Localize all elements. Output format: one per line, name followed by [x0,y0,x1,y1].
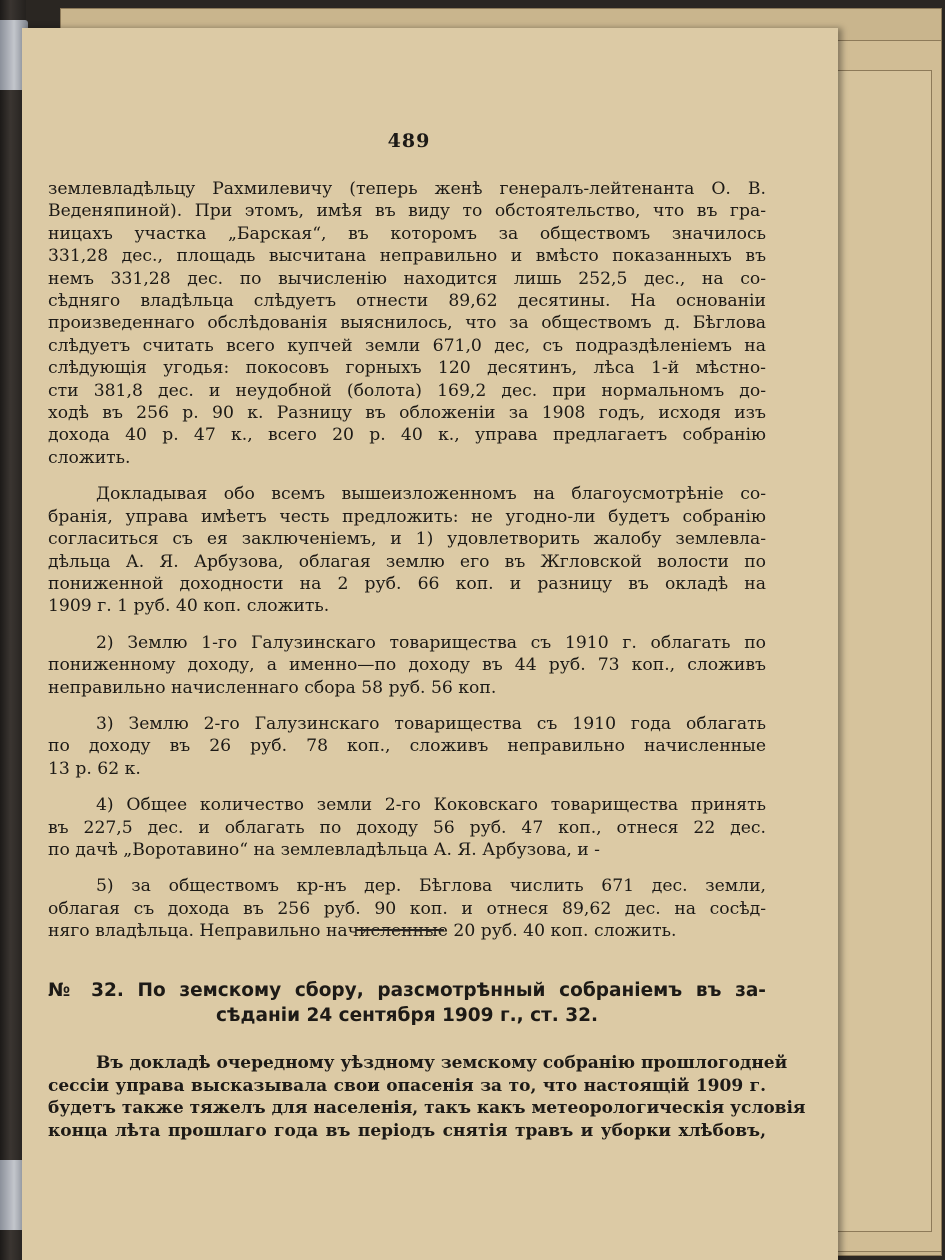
text-line: Веденяпиной). При этомъ, имѣя въ виду то обстоятельство, что въ гра- [48,201,766,222]
text-line: 13 р. 62 к. [48,758,141,779]
heading-line: № 32. По земскому сбору, разсмотрѣнный собранiемъ въ за- [48,980,766,1001]
text-line: по доходу въ 26 руб. 78 коп., сложивъ неправильно начисленные [48,736,766,757]
text-line: бранiя, управа имѣетъ честь предложить: не угодно-ли будетъ собранiю [48,506,766,527]
text-line: сессiи управа высказывала свои опасенiя за то, что настоящiй 1909 г. [48,1075,766,1096]
body-text [48,178,766,943]
text-line: няго владѣльца. Неправильно начисленные 20 руб. 40 коп. сложить. [48,921,677,942]
text-line: пониженному доходу, а именно—по доходу въ 44 руб. 73 коп., сложивъ [48,655,766,676]
text-line: сложить. [48,447,131,468]
text-line: дѣльца А. Я. Арбузова, облагая землю его въ Жгловской волости по [48,551,766,572]
paragraph [48,794,766,861]
paragraph [48,632,766,699]
text-line: землевладѣльцу Рахмилевичу (теперь женѣ генералъ-лейтенанта О. В. [48,179,766,199]
text-line: 5) за обществомъ кр-нъ дер. Бѣглова числить 671 дес. земли, [96,876,766,897]
text-line: 2) Землю 1-го Галузинскаго товарищества съ 1910 г. облагать по [96,632,766,653]
text-line: ницахъ участка „Барская“, въ которомъ за обществомъ значилось [48,223,766,244]
text-line: будетъ также тяжелъ для населенiя, такъ какъ метеорологическiя условiя [48,1098,806,1119]
text-line: ходѣ въ 256 р. 90 к. Разницу въ обложенiи за 1908 годъ, исходя изъ [48,403,766,424]
text-line: пониженной доходности на 2 руб. 66 коп. и разницу въ окладѣ на [48,573,766,594]
text-line: Докладывая обо всемъ вышеизложенномъ на благоусмотрѣнiе со- [96,484,766,505]
paragraph [48,713,766,780]
text-line: 3) Землю 2-го Галузинскаго товарищества съ 1910 года облагать [96,713,766,734]
text-line: 4) Общее количество земли 2-го Коковскаго товарищества принять [96,795,766,816]
text-line: 331,28 дес., площадь высчитана неправильно и вмѣсто показанныхъ въ [48,246,766,267]
text-line: слѣдуетъ считать всего купчей земли 671,0 дес, съ подраздѣленiемъ на [48,335,766,356]
text-line: сѣдняго владѣльца слѣдуетъ отнести 89,62 десятины. На основанiи [48,291,766,312]
text-line: согласиться съ ея заключенiемъ, и 1) удовлетворить жалобу землевла- [48,529,766,550]
text-line: дохода 40 р. 47 к., всего 20 р. 40 к., управа предлагаетъ собранiю [48,425,766,446]
text-line: въ 227,5 дес. и облагать по доходу 56 руб. 47 коп., отнеся 22 дес. [48,817,766,838]
text-line: облагая съ дохода въ 256 руб. 90 коп. и отнеся 89,62 дес. на сосѣд- [48,898,766,919]
paragraph [48,178,766,469]
section-divider [356,929,444,931]
paragraph [48,875,766,942]
text-line: по дачѣ „Воротавино“ на землевладѣльца А. Я. Арбузова, и - [48,839,600,860]
text-line: неправильно начисленнаго сбора 58 руб. 56 коп. [48,677,497,698]
text-line: слѣдующiя угодья: покосовъ горныхъ 120 десятинъ, лѣса 1-й мѣстно- [48,358,766,379]
heading-line: сѣданiи 24 сентября 1909 г., ст. 32. [215,1005,599,1026]
document-page [22,28,838,1260]
section-text [48,1052,806,1142]
text-line: Въ докладѣ очередному уѣздному земскому собранiю прошлогодней [96,1053,788,1073]
section-heading [48,978,766,1028]
text-line: 1909 г. 1 руб. 40 коп. сложить. [48,596,330,617]
text-line: сти 381,8 дес. и неудобной (болота) 169,2 дес. при нормальномъ до- [48,380,766,401]
text-line: произведеннаго обслѣдованiя выяснилось, что за обществомъ д. Бѣглова [48,313,766,334]
paragraph [48,483,766,617]
text-line: конца лѣта прошлаго года въ перiодъ снятiя травъ и уборки хлѣбовъ, [48,1120,766,1141]
page-number: 489 [387,130,431,152]
text-line: немъ 331,28 дес. по вычисленiю находится лишь 252,5 дес., на со- [48,268,766,289]
